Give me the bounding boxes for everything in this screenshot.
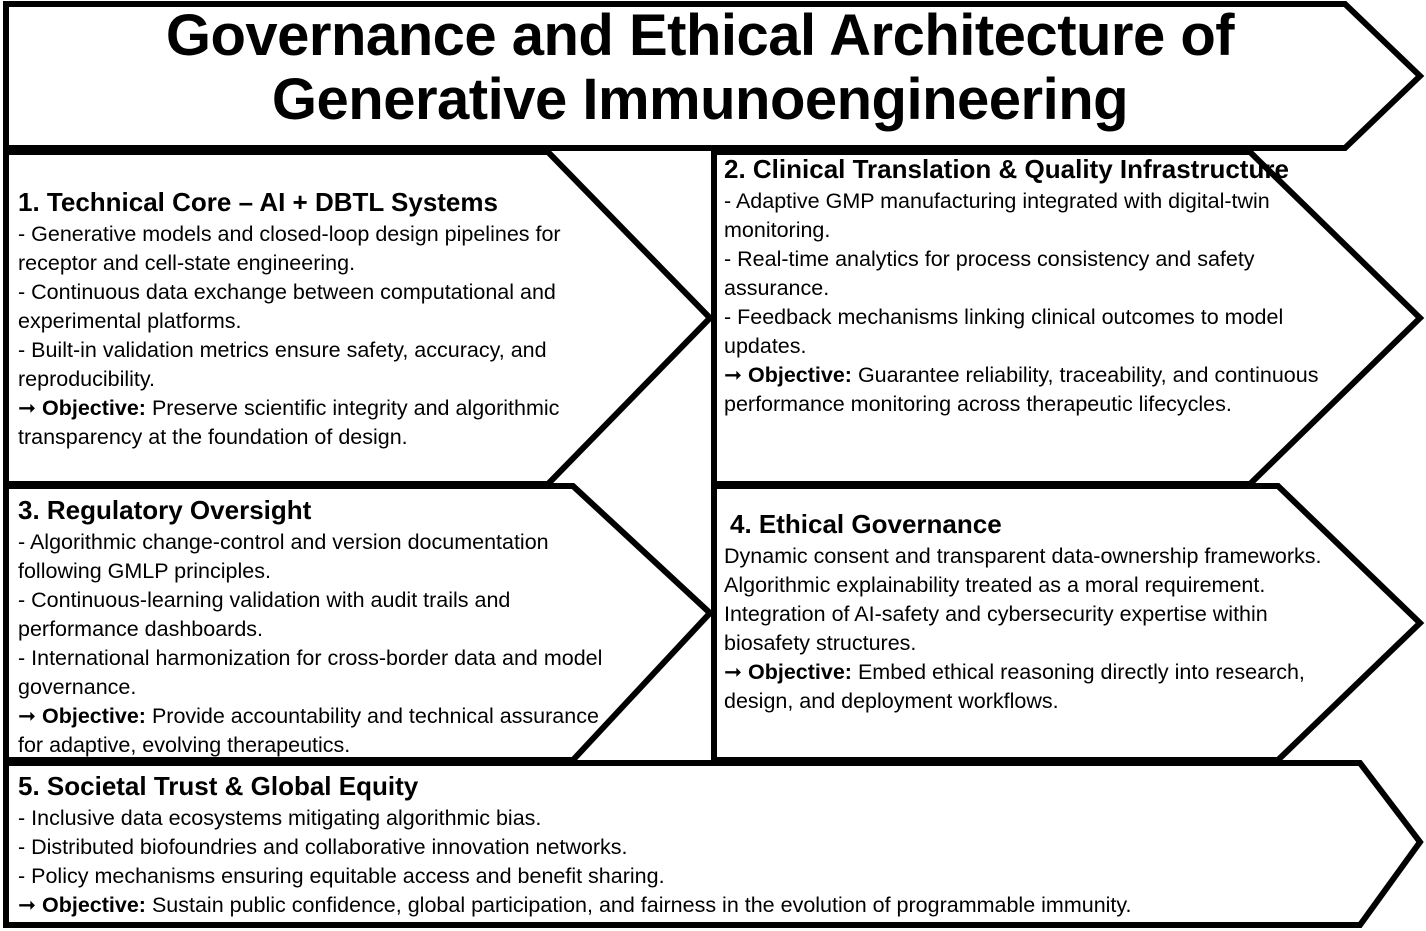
box-heading: 5. Societal Trust & Global Equity <box>18 771 419 801</box>
objective-text: Embed ethical reasoning directly into research, design, and deployment workflows. <box>724 660 1305 713</box>
bullet-item: - Continuous data exchange between computational and experimental platforms. <box>18 280 556 333</box>
box-heading: 3. Regulatory Oversight <box>18 495 312 525</box>
box-heading: 4. Ethical Governance <box>730 509 1002 539</box>
objective-text: Provide accountability and technical assurance for adaptive, evolving therapeutics. <box>18 704 599 757</box>
objective-line <box>18 394 618 452</box>
bullet-item: - Adaptive GMP manufacturing integrated with digital-twin monitoring. <box>724 189 1270 242</box>
bullet-item: - Continuous-learning validation with audit trails and performance dashboards. <box>18 588 511 641</box>
objective-line <box>18 702 618 760</box>
objective-label: ➞ Objective: <box>724 363 852 387</box>
diagram-title <box>20 4 1380 132</box>
objective-label: ➞ Objective: <box>18 704 146 728</box>
bullet-item: - Real-time analytics for process consistency and safety assurance. <box>724 247 1255 300</box>
title-line-2: Generative Immunoengineering <box>271 67 1129 132</box>
bullet-item: Dynamic consent and transparent data-ownership frameworks. <box>724 544 1322 568</box>
objective-line <box>724 361 1330 419</box>
bullet-item: - Policy mechanisms ensuring equitable access and benefit sharing. <box>18 864 665 888</box>
title-line-1: Governance and Ethical Architecture of <box>165 3 1235 68</box>
bullet-item: - Feedback mechanisms linking clinical outcomes to model updates. <box>724 305 1284 358</box>
box-ethical-governance <box>724 506 1324 716</box>
bullet-item: - Built-in validation metrics ensure safety, accuracy, and reproducibility. <box>18 338 547 391</box>
objective-label: ➞ Objective: <box>18 396 146 420</box>
bullet-item: Integration of AI-safety and cybersecurity expertise within biosafety structures. <box>724 602 1268 655</box>
box-heading: 2. Clinical Translation & Quality Infrastructure <box>724 154 1289 184</box>
box-societal-trust <box>18 768 1358 920</box>
objective-line <box>18 891 1358 920</box>
bullet-item: - Inclusive data ecosystems mitigating algorithmic bias. <box>18 806 542 830</box>
objective-text: Guarantee reliability, traceability, and continuous performance monitoring across therapeutic lifecycles. <box>724 363 1319 416</box>
bullet-item: - International harmonization for cross-border data and model governance. <box>18 646 603 699</box>
objective-text: Preserve scientific integrity and algorithmic transparency at the foundation of design. <box>18 396 560 449</box>
box-technical-core <box>18 184 618 452</box>
objective-label: ➞ Objective: <box>18 893 146 917</box>
bullet-item: - Distributed biofoundries and collaborative innovation networks. <box>18 835 628 859</box>
bullet-item: Algorithmic explainability treated as a moral requirement. <box>724 573 1266 597</box>
objective-line <box>724 658 1324 716</box>
box-clinical-translation <box>724 151 1330 419</box>
box-regulatory-oversight <box>18 492 618 760</box>
bullet-item: - Generative models and closed-loop design pipelines for receptor and cell-state engineering. <box>18 222 561 275</box>
box-heading: 1. Technical Core – AI + DBTL Systems <box>18 187 498 217</box>
objective-label: ➞ Objective: <box>724 660 852 684</box>
bullet-item: - Algorithmic change-control and version documentation following GMLP principles. <box>18 530 549 583</box>
objective-text: Sustain public confidence, global participation, and fairness in the evolution of programmable immunity. <box>151 893 1132 917</box>
